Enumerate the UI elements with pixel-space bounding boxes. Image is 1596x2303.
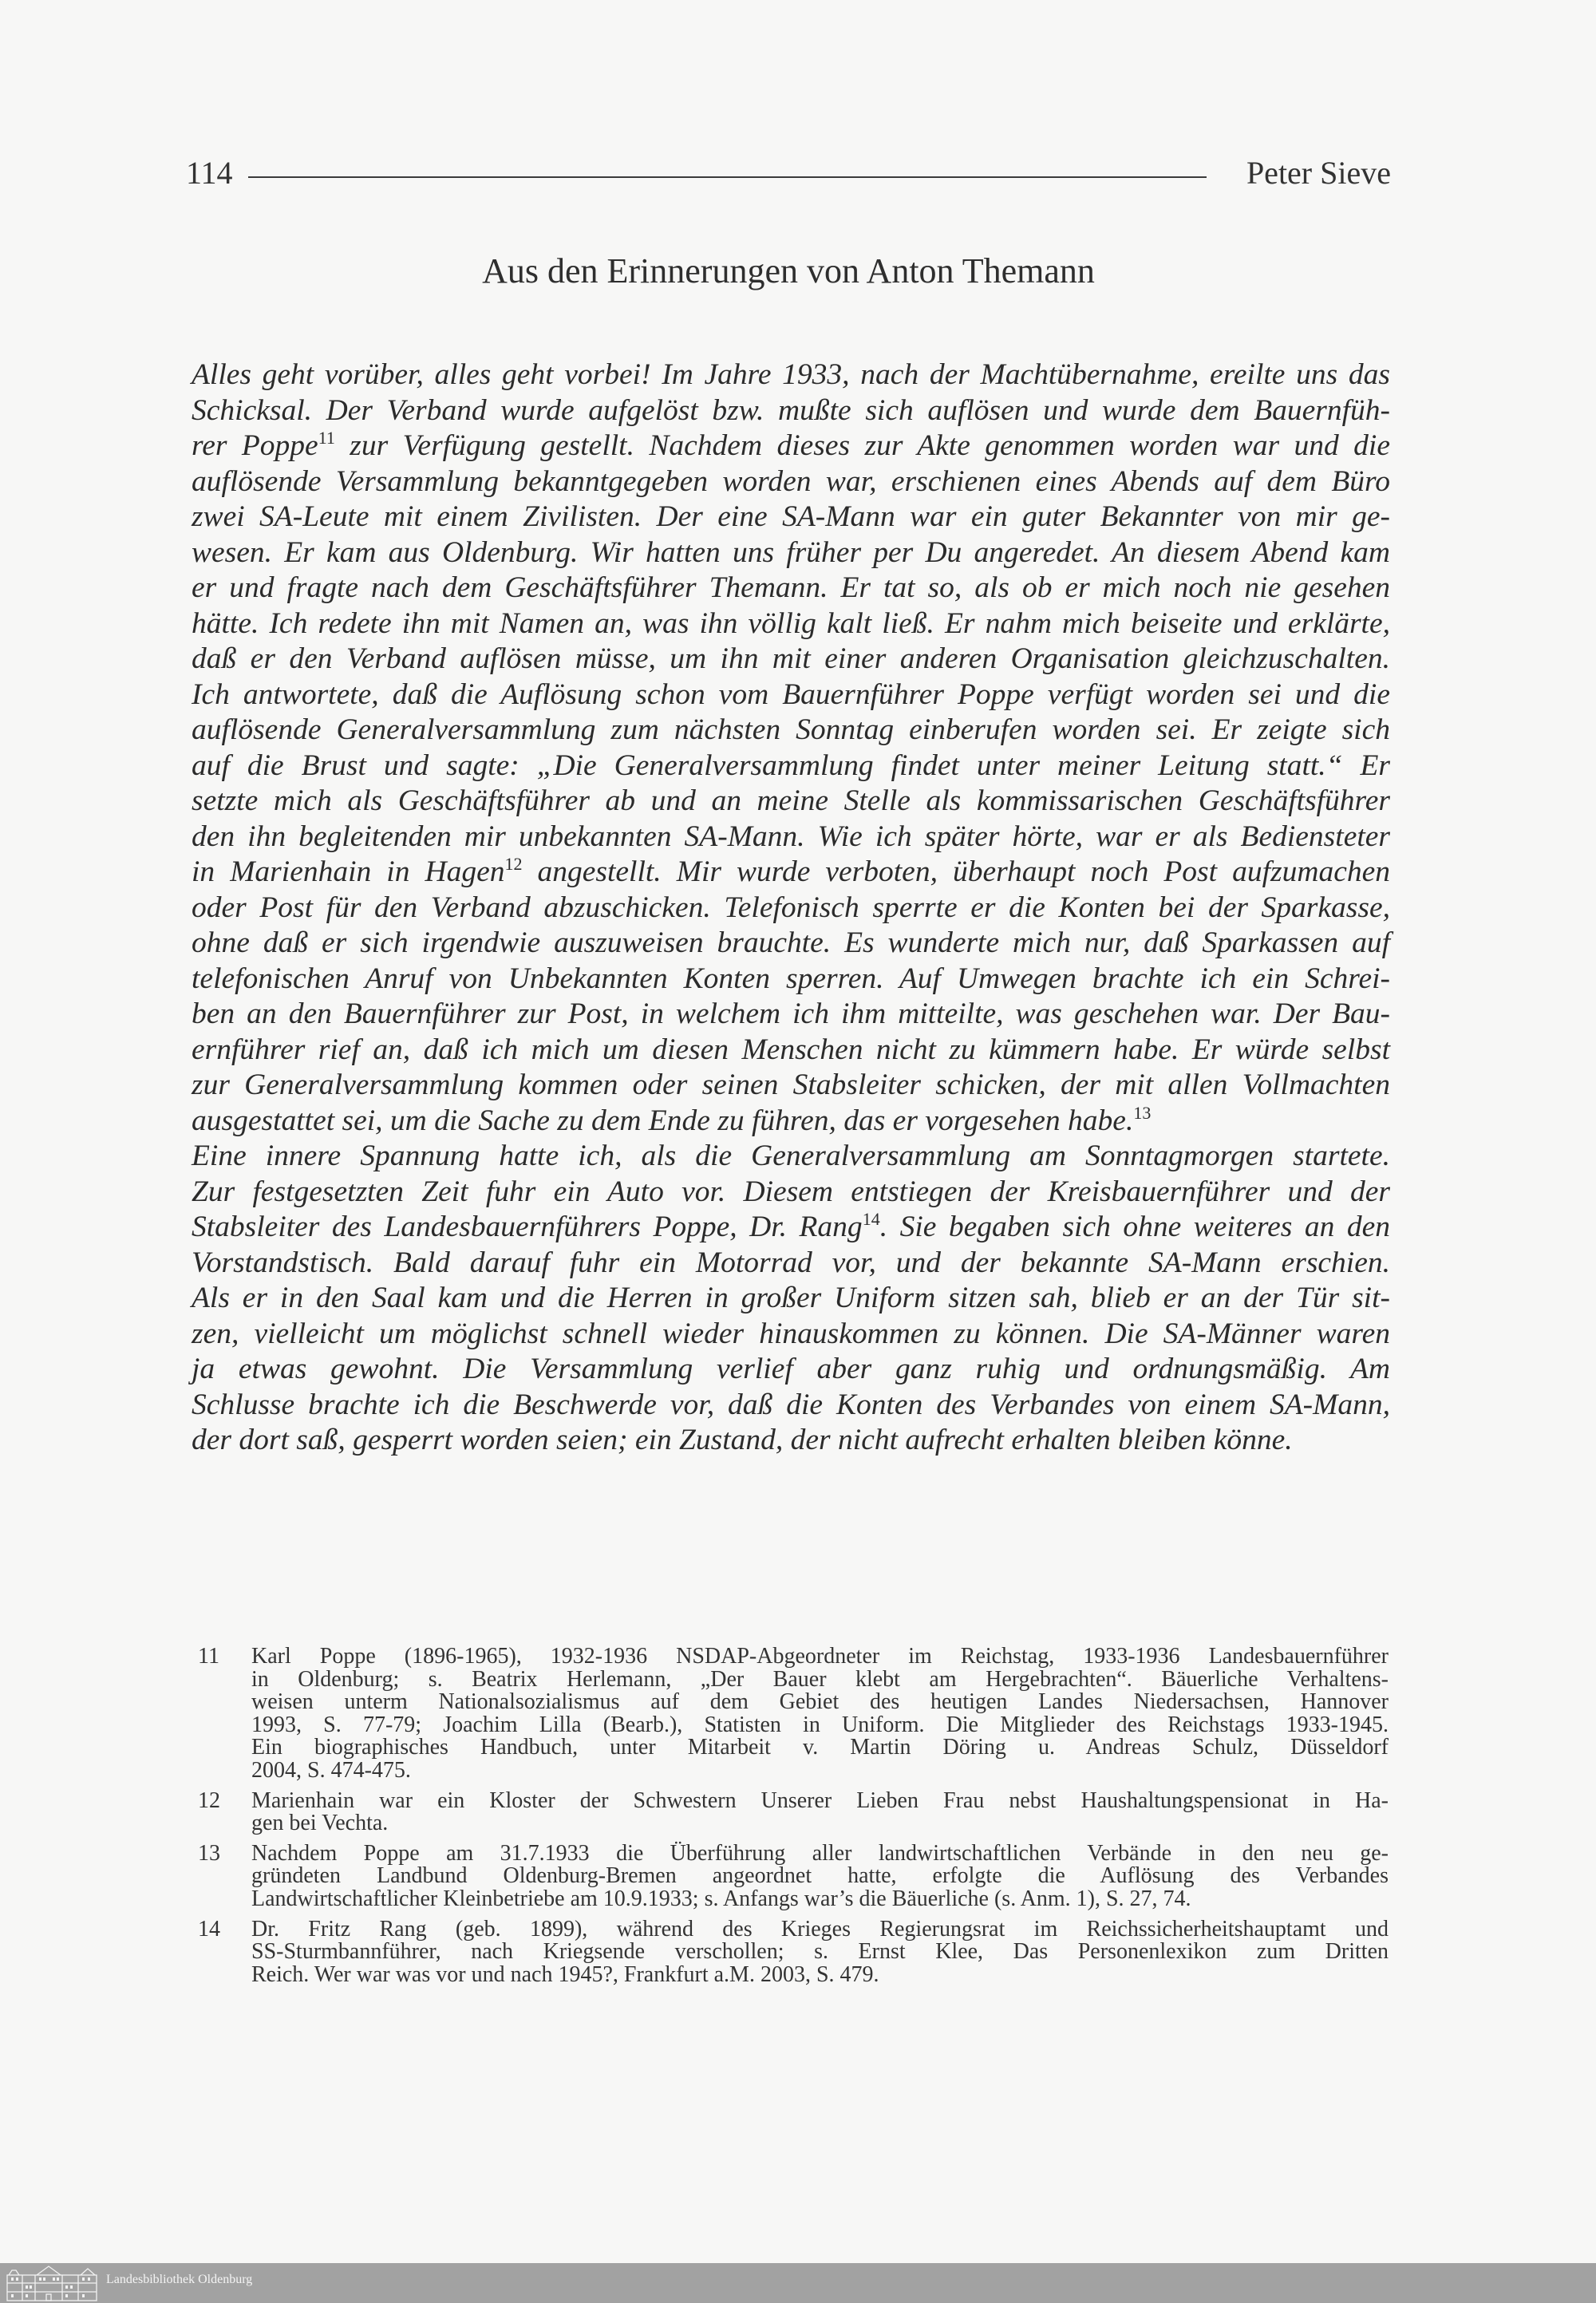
body-line bbox=[192, 784, 1390, 820]
section-title: Aus den Erinnerungen von Anton Themann bbox=[482, 251, 1095, 290]
body-line-text: Vorstandstisch. Bald darauf fuhr ein Motorrad vor, und der bekannte SA-Mann erschien. bbox=[192, 1246, 1390, 1279]
body-line bbox=[192, 1139, 1390, 1175]
body-line-text: Ich antwortete, daß die Auflösung schon vom Bauernführer Poppe verfügt worden sei und die bbox=[192, 677, 1390, 711]
body-line bbox=[192, 1175, 1390, 1211]
body-line-text: zen, vielleicht um möglichst schnell wieder hinauskommen zu können. Die SA-Männer waren bbox=[192, 1317, 1390, 1350]
footnote-number: 12 bbox=[198, 1787, 220, 1813]
footnote-reference[interactable]: 12 bbox=[504, 854, 523, 874]
body-line bbox=[192, 855, 1390, 891]
body-line-text: der dort saß, gesperrt worden seien; ein Zustand, der nicht aufrecht erhalten bleiben könne. bbox=[192, 1424, 1293, 1456]
footnote-line: Landwirtschaftlicher Kleinbetriebe am 10.9.1933; s. Anfangs war’s die Bäuerliche (s. Anm. 1), S. 27, 74. bbox=[251, 1886, 1191, 1911]
header-rule bbox=[248, 176, 1207, 178]
footnote-12 bbox=[198, 1787, 1389, 1836]
footnote-line: 2004, S. 474-475. bbox=[251, 1757, 411, 1783]
body-line-text: Schicksal. Der Verband wurde aufgelöst bzw. mußte sich auflösen und wurde dem Bauernfüh- bbox=[192, 393, 1390, 427]
body-line-text: auflösende Versammlung bekanntgegeben worden war, erschienen eines Abends auf dem Büro bbox=[192, 464, 1390, 498]
footnote-number: 13 bbox=[198, 1840, 220, 1866]
body-line bbox=[192, 820, 1390, 855]
body-line bbox=[192, 642, 1390, 677]
body-line-text-after-ref: angestellt. Mir wurde verboten, überhaupt noch Post aufzumachen bbox=[522, 855, 1390, 888]
body-line-text: Schlusse brachte ich die Beschwerde vor, daß die Konten des Verbandes von einem SA-Mann, bbox=[192, 1388, 1390, 1421]
footnote-line: gründeten Landbund Oldenburg-Bremen angeordnet hatte, erfolgte die Auflösung des Verbandes bbox=[251, 1863, 1389, 1889]
body-line bbox=[192, 606, 1390, 642]
library-building-icon bbox=[5, 2264, 99, 2302]
footnote-11 bbox=[198, 1645, 1389, 1783]
footnote-line: Marienhain war ein Kloster der Schwestern Unserer Lieben Frau nebst Haushaltungspensionat in Ha- bbox=[251, 1787, 1389, 1813]
body-line bbox=[192, 1068, 1390, 1104]
footnote-reference[interactable]: 11 bbox=[318, 428, 335, 448]
body-line-text: hätte. Ich redete ihn mit Namen an, was ihn völlig kalt ließ. Er nahm mich beiseite und erklärte, bbox=[192, 606, 1390, 640]
body-line-text: rer Poppe bbox=[192, 429, 318, 462]
body-line bbox=[192, 1210, 1390, 1246]
footnote-line: Ein biographisches Handbuch, unter Mitarbeit v. Martin Döring u. Andreas Schulz, Düsseldorf bbox=[251, 1735, 1389, 1760]
body-line-text: Eine innere Spannung hatte ich, als die Generalversammlung am Sonntagmorgen startete. bbox=[192, 1140, 1390, 1172]
body-line-text: in Marienhain in Hagen bbox=[192, 855, 505, 888]
body-line bbox=[192, 535, 1390, 571]
body-line-text: setzte mich als Geschäftsführer ab und an meine Stelle als kommissarischen Geschäftsführer bbox=[192, 784, 1390, 817]
body-line bbox=[192, 1033, 1390, 1069]
footnote-line: Nachdem Poppe am 31.7.1933 die Überführung aller landwirtschaftlichen Verbände in den neu ge- bbox=[251, 1840, 1389, 1866]
body-line-text: er und fragte nach dem Geschäftsführer Themann. Er tat so, als ob er mich noch nie gesehen bbox=[192, 571, 1390, 604]
footnote-line: Karl Poppe (1896-1965), 1932-1936 NSDAP-Abgeordneter im Reichstag, 1933-1936 Landesbauernführer bbox=[251, 1644, 1389, 1669]
body-line bbox=[192, 749, 1390, 784]
footnote-line: in Oldenburg; s. Beatrix Herlemann, „Der Bauer klebt am Hergebrachten“. Bäuerliche Verhaltens- bbox=[251, 1666, 1389, 1692]
body-line bbox=[192, 1388, 1390, 1424]
body-line-text-after-ref: zur Verfügung gestellt. Nachdem dieses zur Akte genommen worden war und die bbox=[334, 429, 1390, 462]
footnote-line: gen bei Vechta. bbox=[251, 1811, 389, 1836]
footnote-14 bbox=[198, 1918, 1389, 1987]
library-footer-bar bbox=[0, 2263, 1596, 2303]
footnotes bbox=[198, 1645, 1389, 1993]
body-line bbox=[192, 1246, 1390, 1282]
body-line bbox=[192, 1423, 1390, 1459]
body-line-text: Stabsleiter des Landesbauernführers Poppe, Dr. Rang bbox=[192, 1211, 863, 1243]
footnote-line: weisen unterm Nationalsozialismus auf dem Gebiet des heutigen Landes Niedersachsen, Hannover bbox=[251, 1689, 1389, 1715]
body-line-text: zwei SA-Leute mit einem Zivilisten. Der eine SA-Mann war ein guter Bekannter von mir ge- bbox=[192, 500, 1390, 533]
body-line bbox=[192, 464, 1390, 500]
body-line bbox=[192, 677, 1390, 713]
body-line-text: wesen. Er kam aus Oldenburg. Wir hatten uns früher per Du angeredet. An diesem Abend kam bbox=[192, 535, 1390, 569]
body-line bbox=[192, 1281, 1390, 1317]
body-text bbox=[192, 357, 1390, 1459]
footnote-line: 1993, S. 77-79; Joachim Lilla (Bearb.), Statisten in Uniform. Die Mitglieder des Reichstags 1933-1945. bbox=[251, 1712, 1389, 1737]
body-line bbox=[192, 1104, 1390, 1140]
body-line bbox=[192, 962, 1390, 997]
body-line-text-after-ref: . Sie begaben sich ohne weiteres an den bbox=[879, 1211, 1390, 1243]
running-header bbox=[186, 153, 1391, 193]
body-line bbox=[192, 997, 1390, 1033]
body-line bbox=[192, 891, 1390, 926]
body-line bbox=[192, 1352, 1390, 1388]
body-line bbox=[192, 713, 1390, 749]
body-line bbox=[192, 926, 1390, 962]
footnote-reference[interactable]: 13 bbox=[1133, 1102, 1152, 1123]
body-line-text: ben an den Bauernführer zur Post, in welchem ich ihm mitteilte, was geschehen war. Der Bau- bbox=[192, 997, 1390, 1030]
body-line-text: den ihn begleitenden mir unbekannten SA-Mann. Wie ich später hörte, war er als Bediensteter bbox=[192, 820, 1390, 853]
body-line-text: auf die Brust und sagte: „Die Generalversammlung findet unter meiner Leitung statt.“ Er bbox=[192, 749, 1390, 782]
body-line-text: oder Post für den Verband abzuschicken. Telefonisch sperrte er die Konten bei der Sparkasse, bbox=[192, 891, 1390, 924]
body-line bbox=[192, 393, 1390, 429]
page-number: 114 bbox=[186, 155, 233, 191]
body-line-text: zur Generalversammlung kommen oder seinen Stabsleiter schicken, der mit allen Vollmachten bbox=[192, 1069, 1390, 1101]
footnote-13 bbox=[198, 1840, 1389, 1911]
body-line-text: ja etwas gewohnt. Die Versammlung verlief aber ganz ruhig und ordnungsmäßig. Am bbox=[192, 1353, 1390, 1385]
body-line-text: Als er in den Saal kam und die Herren in großer Uniform sitzen sah, blieb er an der Tür sit- bbox=[192, 1282, 1390, 1314]
footnote-line: SS-Sturmbannführer, nach Kriegsende verschollen; s. Ernst Klee, Das Personenlexikon zum Dritten bbox=[251, 1939, 1389, 1965]
library-name: Landesbibliothek Oldenburg bbox=[106, 2273, 253, 2286]
body-line-text: ausgestattet sei, um die Sache zu dem Ende zu führen, das er vorgesehen habe. bbox=[192, 1104, 1134, 1137]
body-line bbox=[192, 357, 1390, 393]
body-line-text: telefonischen Anruf von Unbekannten Konten sperren. Auf Umwegen brachte ich ein Schrei- bbox=[192, 962, 1390, 995]
body-line bbox=[192, 1317, 1390, 1353]
body-line-text: Zur festgesetzten Zeit fuhr ein Auto vor. Diesem entstiegen der Kreisbauernführer und der bbox=[192, 1175, 1390, 1208]
body-line-text: daß er den Verband auflösen müsse, um ihn mit einer anderen Organisation gleichzuschalten. bbox=[192, 642, 1390, 675]
body-line-text: ohne daß er sich irgendwie auszuweisen brauchte. Es wunderte mich nur, daß Sparkassen auf bbox=[192, 926, 1390, 959]
body-line-text: ernführer rief an, daß ich mich um diesen Menschen nicht zu kümmern habe. Er würde selbst bbox=[192, 1033, 1390, 1066]
footnote-line: Reich. Wer war was vor und nach 1945?, Frankfurt a.M. 2003, S. 479. bbox=[251, 1961, 879, 1987]
body-line bbox=[192, 571, 1390, 606]
body-line bbox=[192, 500, 1390, 535]
body-line bbox=[192, 429, 1390, 464]
footnote-number: 11 bbox=[198, 1644, 219, 1669]
footnote-line: Dr. Fritz Rang (geb. 1899), während des Krieges Regierungsrat im Reichssicherheitshauptamt und bbox=[251, 1916, 1389, 1942]
footnote-number: 14 bbox=[198, 1916, 220, 1942]
body-line-text: Alles geht vorüber, alles geht vorbei! Im Jahre 1933, nach der Machtübernahme, ereilte uns das bbox=[192, 358, 1390, 391]
footnote-reference[interactable]: 14 bbox=[862, 1209, 880, 1229]
running-author: Peter Sieve bbox=[1246, 155, 1391, 191]
body-line-text: auflösende Generalversammlung zum nächsten Sonntag einberufen worden sei. Er zeigte sich bbox=[192, 713, 1390, 746]
